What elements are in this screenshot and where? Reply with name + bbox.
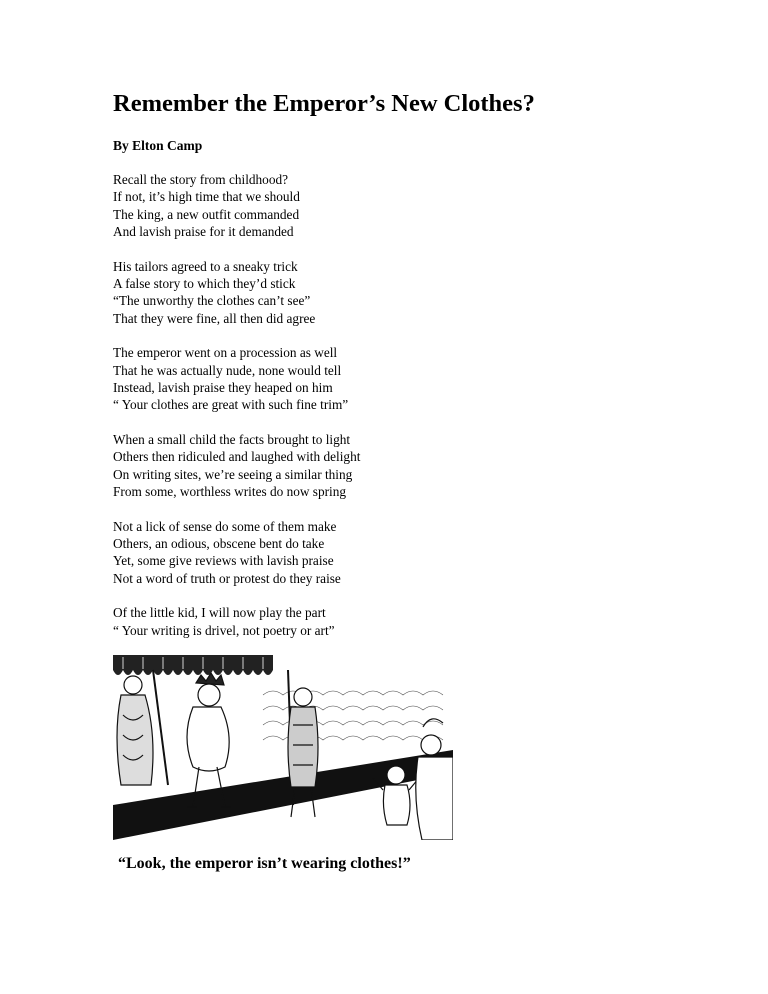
poem-body bbox=[113, 171, 360, 657]
poem-line: His tailors agreed to a sneaky trick bbox=[113, 258, 298, 274]
stanza-3 bbox=[113, 344, 360, 413]
poem-line: If not, it’s high time that we should bbox=[113, 189, 300, 205]
stanza-1 bbox=[113, 171, 360, 240]
poem-line: Yet, some give reviews with lavish praise bbox=[113, 553, 334, 569]
poem-line: And lavish praise for it demanded bbox=[113, 223, 294, 239]
poem-line: The emperor went on a procession as well bbox=[113, 345, 338, 361]
poem-line: “The unworthy the clothes can’t see” bbox=[113, 293, 311, 309]
poem-line: Not a word of truth or protest do they raise bbox=[113, 570, 341, 586]
poem-line: That they were fine, all then did agree bbox=[113, 310, 316, 326]
poem-line: When a small child the facts brought to light bbox=[113, 432, 351, 448]
poem-line: Instead, lavish praise they heaped on him bbox=[113, 379, 333, 395]
poem-line: A false story to which they’d stick bbox=[113, 275, 296, 291]
illustration-caption: “Look, the emperor isn’t wearing clothes!” bbox=[118, 855, 411, 872]
procession-illustration bbox=[113, 655, 453, 840]
poem-line: That he was actually nude, none would tell bbox=[113, 362, 342, 378]
poem-author: By Elton Camp bbox=[113, 138, 203, 153]
poem-line: Of the little kid, I will now play the part bbox=[113, 605, 326, 621]
stanza-6 bbox=[113, 604, 360, 639]
poem-line: Not a lick of sense do some of them make bbox=[113, 518, 337, 534]
poem-line: Others, an odious, obscene bent do take bbox=[113, 536, 325, 552]
stanza-5 bbox=[113, 518, 360, 587]
stanza-2 bbox=[113, 258, 360, 327]
stanza-4 bbox=[113, 431, 360, 500]
poem-line: Others then ridiculed and laughed with delight bbox=[113, 449, 361, 465]
poem-line: From some, worthless writes do now spring bbox=[113, 483, 347, 499]
poem-title: Remember the Emperor’s New Clothes? bbox=[113, 90, 535, 117]
poem-line: “ Your writing is drivel, not poetry or art” bbox=[113, 622, 335, 638]
poem-line: Recall the story from childhood? bbox=[113, 172, 289, 187]
poem-line: “ Your clothes are great with such fine trim” bbox=[113, 397, 349, 413]
poem-line: The king, a new outfit commanded bbox=[113, 206, 300, 222]
poem-line: On writing sites, we’re seeing a similar thing bbox=[113, 466, 353, 482]
